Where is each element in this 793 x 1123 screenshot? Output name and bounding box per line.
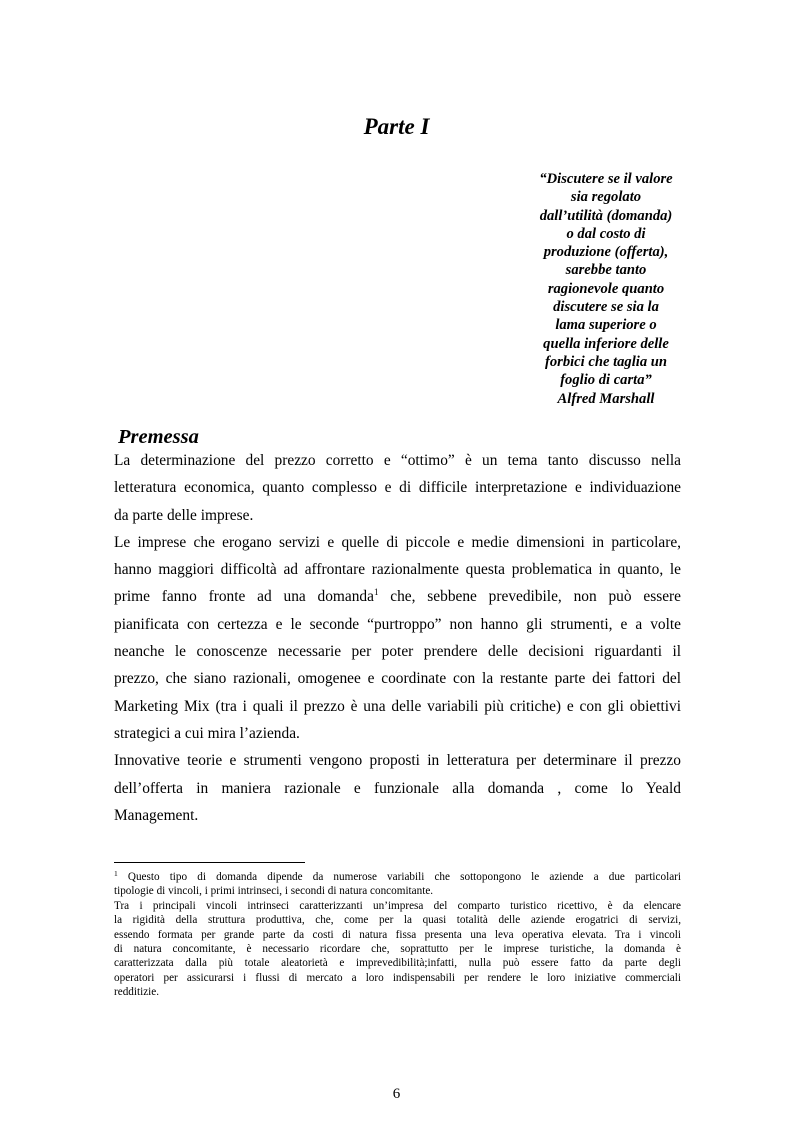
paragraph-line: strategici a cui mira l’azienda. bbox=[114, 724, 300, 742]
epigraph-line: “Discutere se il valore bbox=[539, 171, 673, 187]
body-text bbox=[114, 447, 681, 829]
paragraph-line: da parte delle imprese. bbox=[114, 506, 254, 524]
paragraph-line: pianificata con certezza e le seconde “purtroppo” non hanno gli strumenti, e a volte bbox=[114, 615, 681, 633]
footnote-line: caratterizzata dalla più totale aleatorietà e imprevedibilità;infatti, nulla può essere fatto da parte degli bbox=[114, 957, 681, 970]
epigraph-line: produzione (offerta), bbox=[543, 244, 669, 261]
footnote-line bbox=[114, 870, 681, 884]
footnote-line: tipologie di vincoli, i primi intrinseci, i secondi di natura concomitante. bbox=[114, 885, 434, 898]
section-heading: Premessa bbox=[118, 426, 199, 448]
epigraph-line: quella inferiore delle bbox=[543, 335, 669, 352]
footnote-number: 1 bbox=[114, 869, 118, 878]
paragraph-line: dell’offerta in maniera razionale e funzionale alla domanda , come lo Yeald bbox=[114, 779, 681, 797]
paragraph-line: prezzo, che siano razionali, omogenee e coordinate con la restante parte dei fattori del bbox=[114, 670, 681, 688]
paragraph-line: letteratura economica, quanto complesso e di difficile interpretazione e individuazione bbox=[114, 479, 681, 497]
part-title: Parte I bbox=[363, 114, 430, 139]
epigraph-line: sarebbe tanto bbox=[565, 262, 647, 279]
paragraph-line: neanche le conoscenze necessarie per poter prendere delle decisioni riguardanti il bbox=[114, 643, 681, 661]
epigraph-line: lama superiore o bbox=[555, 317, 657, 334]
epigraph-line: ragionevole quanto bbox=[547, 280, 665, 297]
page-number: 6 bbox=[392, 1086, 401, 1102]
text-segment: che, sebbene prevedibile, non può essere bbox=[378, 588, 681, 606]
footnote-line: operatori per assicurarsi i flussi di mercato a loro indispensabili per rendere le loro iniziative commerciali bbox=[114, 971, 681, 984]
paragraph-line: Innovative teorie e strumenti vengono proposti in letteratura per determinare il prezzo bbox=[114, 752, 681, 770]
text-segment: prime fanno fronte ad una domanda bbox=[114, 588, 374, 606]
epigraph-author: Alfred Marshall bbox=[557, 390, 655, 407]
paragraph-line: Marketing Mix (tra i quali il prezzo è una delle variabili più critiche) e con gli obiettivi bbox=[114, 697, 681, 715]
footnote-divider bbox=[114, 862, 305, 863]
paragraph-line: La determinazione del prezzo corretto e “ottimo” è un tema tanto discusso nella bbox=[114, 452, 681, 469]
epigraph-line: dall’utilità (domanda) bbox=[539, 207, 673, 224]
epigraph-line: sia regolato bbox=[570, 189, 642, 206]
footnote-line: Tra i principali vincoli intrinseci caratterizzanti un’impresa del comparto turistico ricettivo, è da elencare bbox=[114, 899, 681, 912]
epigraph-line: forbici che taglia un bbox=[544, 353, 668, 370]
epigraph-quote bbox=[520, 170, 692, 408]
footnote-line: di natura concomitante, è necessario ricordare che, soprattutto per le imprese turistiche, la domanda è bbox=[114, 942, 681, 955]
paragraph-line: hanno maggiori difficoltà ad affrontare razionalmente questa problematica in quanto, le bbox=[114, 561, 681, 579]
epigraph-line: o dal costo di bbox=[566, 225, 646, 242]
epigraph-line: foglio di carta” bbox=[560, 372, 652, 389]
epigraph-line: discutere se sia la bbox=[553, 299, 659, 316]
footnote-line: redditizie. bbox=[114, 986, 160, 999]
paragraph-line: Management. bbox=[114, 806, 199, 824]
footnote-line: essendo formata per grande parte da costi di natura fissa presenta una leva operativa elevata. Tra i vincoli bbox=[114, 928, 681, 941]
text-segment: Questo tipo di domanda dipende da numerose variabili che sottopongono le aziende a due particolari bbox=[117, 871, 681, 883]
footnote-reference[interactable]: 1 bbox=[373, 587, 379, 598]
footnote-line: la rigidità della struttura produttiva, che, come per la quasi totalità delle aziende erogatrici di servizi, bbox=[114, 914, 681, 927]
paragraph-line: Le imprese che erogano servizi e quelle di piccole e medie dimensioni in particolare, bbox=[114, 533, 681, 551]
paragraph-line bbox=[114, 583, 681, 610]
footnote bbox=[114, 870, 681, 1000]
